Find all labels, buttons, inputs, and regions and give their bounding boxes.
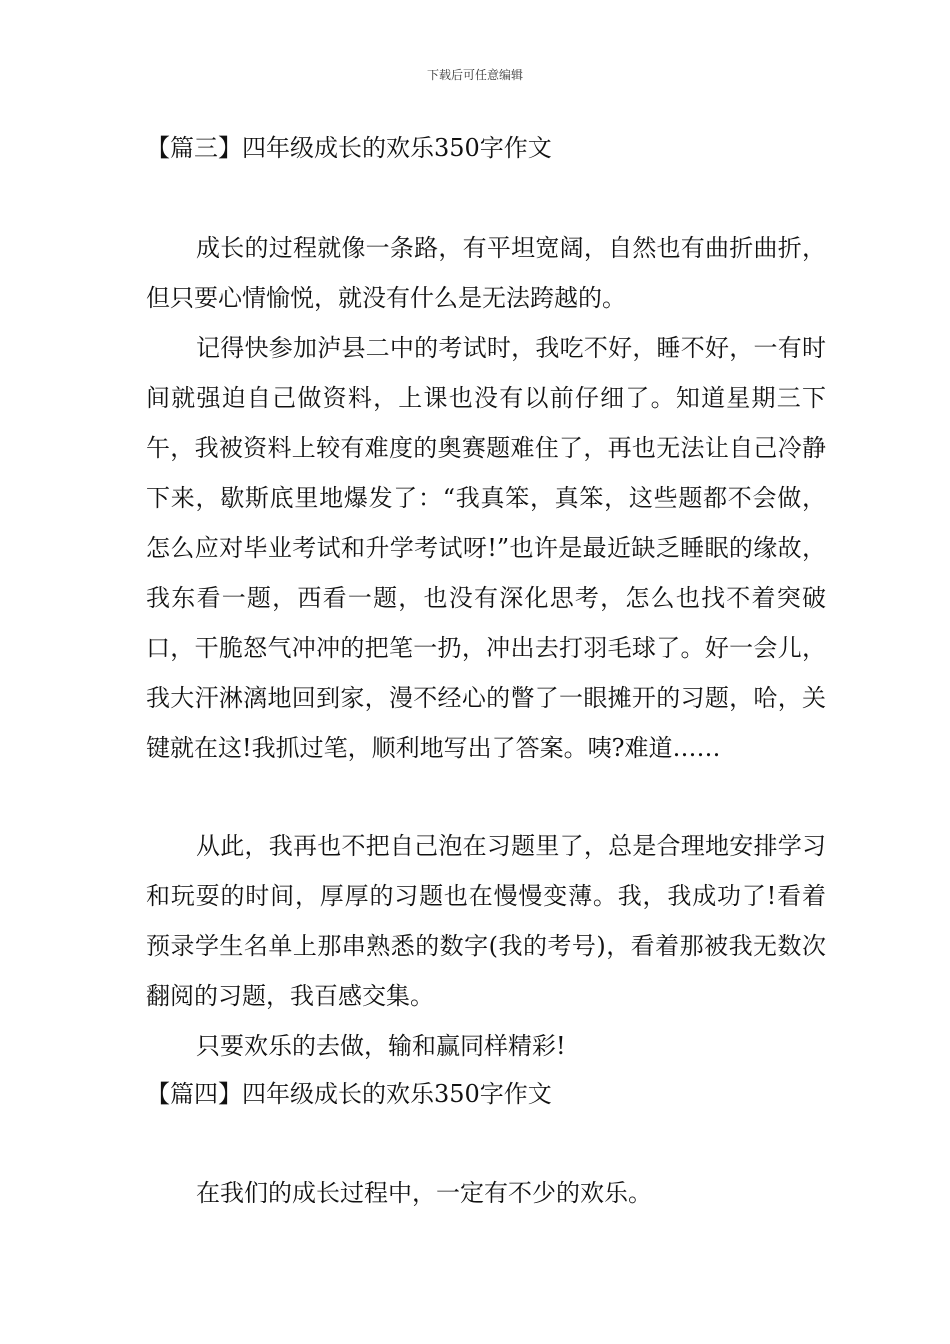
page-header-note: 下载后可任意编辑: [426, 68, 523, 82]
section-4-title: 【篇四】四年级成长的欢乐350字作文: [146, 1080, 552, 1108]
section-3-paragraph-2: 记得快参加泸县二中的考试时，我吃不好，睡不好，一有时间就强迫自己做资料，上课也没有以前仔细了。知道星期三下午，我被资料上较有难度的奥赛题难住了，再也无法让自己冷静下来，歇斯底里地爆发了：“我真笨，真笨，这些题都不会做，怎么应对毕业考试和升学考试呀!”也许是最近缺乏睡眠的缘故，我东看一题，西看一题，也没有深化思考，怎么也找不着突破口，干脆怒气冲冲的把笔一扔，冲出去打羽毛球了。好一会儿，我大汗淋漓地回到家，漫不经心的瞥了一眼摊开的习题，哈，关键就在这!我抓过笔，顺利地写出了答案。咦?难道……: [146, 334, 826, 762]
section-4-paragraph-1: 在我们的成长过程中，一定有不少的欢乐。: [196, 1179, 652, 1207]
section-3-paragraph-3: 从此，我再也不把自己泡在习题里了，总是合理地安排学习和玩耍的时间，厚厚的习题也在慢慢变薄。我，我成功了!看着预录学生名单上那串熟悉的数字(我的考号)，看着那被我无数次翻阅的习题，我百感交集。: [146, 832, 826, 1010]
section-3-title: 【篇三】四年级成长的欢乐350字作文: [146, 134, 552, 162]
section-3-paragraph-4: 只要欢乐的去做，输和赢同样精彩!: [196, 1032, 566, 1060]
section-3-paragraph-1: 成长的过程就像一条路，有平坦宽阔，自然也有曲折曲折，但只要心情愉悦，就没有什么是无法跨越的。: [146, 234, 826, 312]
